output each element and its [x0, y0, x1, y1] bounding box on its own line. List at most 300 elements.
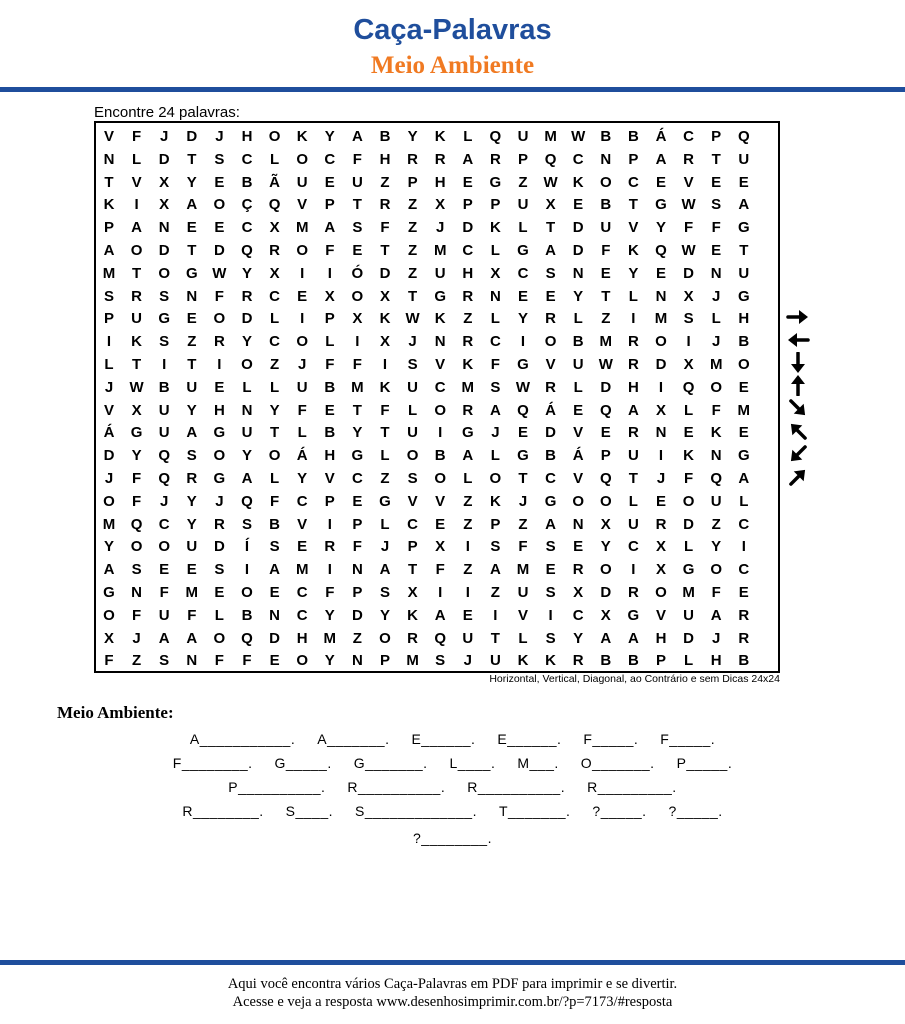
- grid-cell: J: [656, 470, 666, 487]
- grid-cell: B: [269, 515, 281, 533]
- grid-cell: E: [297, 287, 308, 305]
- grid-cell: U: [627, 447, 639, 465]
- grid-cell: Z: [132, 652, 142, 670]
- grid-cell: A: [186, 196, 198, 214]
- grid-cell: T: [518, 470, 528, 487]
- grid-cell: D: [158, 150, 170, 168]
- grid-cell: M: [323, 629, 337, 647]
- grid-cell: S: [407, 470, 418, 487]
- grid-cell: D: [545, 424, 557, 442]
- grid-cell: K: [131, 333, 143, 351]
- grid-cell: I: [520, 333, 526, 351]
- grid-cell: A: [186, 629, 198, 647]
- grid-cell: C: [517, 264, 529, 282]
- grid-cell: B: [241, 173, 253, 191]
- grid-cell: K: [683, 447, 695, 465]
- grid-cell: N: [710, 264, 722, 282]
- grid-cell: F: [352, 150, 362, 168]
- grid-cell: Z: [187, 333, 197, 351]
- grid-cell: E: [435, 515, 446, 533]
- grid-cell: U: [186, 538, 198, 556]
- grid-row: [96, 262, 778, 285]
- grid-cell: A: [738, 470, 750, 487]
- grid-cell: Z: [711, 515, 721, 533]
- grid-cell: X: [655, 401, 666, 419]
- grid-cell: L: [270, 378, 280, 396]
- page-subtitle: Meio Ambiente: [370, 52, 535, 79]
- grid-cell: Y: [241, 447, 252, 465]
- grid-cell: V: [517, 606, 528, 624]
- grid-cell: P: [379, 652, 390, 670]
- grid-cell: X: [655, 538, 666, 556]
- grid-cell: H: [379, 150, 391, 168]
- grid-cell: G: [434, 287, 447, 305]
- word-clue: R__________.: [347, 779, 446, 795]
- word-list-row: [0, 731, 905, 747]
- word-clue: G_____.: [274, 755, 332, 771]
- grid-cell: M: [461, 378, 475, 396]
- grid-cell: V: [131, 173, 142, 191]
- grid-cell: U: [462, 629, 474, 647]
- footer-divider: [0, 960, 905, 965]
- grid-cell: V: [573, 424, 584, 442]
- grid-cell: N: [572, 515, 584, 533]
- grid-cell: V: [297, 515, 308, 533]
- grid-row: [96, 193, 778, 216]
- grid-cell: M: [185, 584, 199, 601]
- grid-cell: A: [545, 515, 557, 533]
- grid-cell: G: [517, 447, 529, 465]
- grid-cell: A: [627, 401, 639, 419]
- grid-cell: Y: [352, 424, 363, 442]
- word-clue: ?_____.: [668, 803, 723, 819]
- grid-cell: C: [269, 333, 281, 351]
- grid-cell: O: [710, 561, 723, 579]
- grid-cell: C: [407, 515, 419, 533]
- grid-cell: I: [327, 264, 332, 282]
- grid-cell: R: [572, 652, 584, 670]
- arrow-right-icon: [785, 306, 811, 328]
- grid-cell: O: [268, 128, 281, 145]
- grid-cell: R: [462, 287, 474, 305]
- grid-cell: O: [158, 538, 171, 556]
- grid-cell: Q: [158, 470, 171, 487]
- word-clue: P_____.: [676, 755, 733, 771]
- grid-cell: M: [406, 652, 419, 670]
- grid-cell: J: [104, 470, 114, 487]
- grid-cell: E: [517, 287, 528, 305]
- grid-cell: O: [351, 287, 364, 305]
- grid-row: [96, 467, 778, 490]
- grid-cell: X: [435, 538, 446, 556]
- grid-cell: O: [710, 378, 723, 396]
- grid-cell: X: [269, 219, 280, 237]
- grid-cell: N: [186, 287, 198, 305]
- grid-cell: J: [491, 424, 500, 442]
- grid-cell: L: [628, 287, 638, 305]
- grid-cell: U: [572, 356, 584, 373]
- footer-line-2: Acesse e veja a resposta www.desenhosimprimir.com.br/?p=7173/#resposta: [232, 994, 673, 1010]
- grid-cell: W: [681, 196, 696, 214]
- grid-cell: C: [296, 492, 308, 510]
- grid-cell: E: [297, 538, 308, 556]
- grid-cell: S: [407, 356, 418, 373]
- grid-cell: A: [600, 629, 612, 647]
- grid-cell: X: [600, 606, 611, 624]
- grid-cell: L: [684, 538, 694, 556]
- grid-cell: O: [158, 264, 171, 282]
- grid-cell: C: [269, 287, 281, 305]
- word-clue: F_____.: [583, 731, 639, 747]
- grid-cell: R: [213, 515, 225, 533]
- grid-row: [96, 330, 778, 353]
- grid-cell: Y: [186, 492, 197, 510]
- grid-cell: T: [132, 356, 142, 373]
- grid-cell: O: [103, 606, 115, 624]
- word-clue: R________.: [182, 803, 264, 819]
- grid-cell: R: [462, 401, 474, 419]
- grid-row: [96, 285, 778, 308]
- grid-cell: D: [213, 242, 225, 259]
- grid-cell: C: [627, 538, 639, 556]
- grid-cell: D: [683, 629, 695, 647]
- grid-cell: S: [103, 287, 114, 305]
- grid-row: [96, 490, 778, 513]
- grid-cell: Z: [518, 515, 528, 533]
- grid-cell: N: [710, 447, 722, 465]
- grid-cell: D: [572, 242, 584, 259]
- grid-cell: O: [296, 150, 309, 168]
- grid-cell: M: [295, 561, 309, 579]
- grid-cell: T: [187, 242, 197, 259]
- grid-cell: L: [684, 652, 694, 670]
- word-clue: S_____________.: [355, 803, 477, 819]
- word-list-row: [0, 755, 905, 771]
- grid-cell: Ó: [351, 264, 364, 282]
- grid-cell: O: [406, 447, 419, 465]
- grid-cell: J: [712, 629, 721, 647]
- grid-cell: L: [463, 470, 473, 487]
- grid-cell: N: [655, 287, 667, 305]
- grid-cell: Í: [244, 538, 250, 556]
- word-clue: P__________.: [228, 779, 326, 795]
- grid-cell: D: [103, 447, 115, 465]
- grid-cell: Y: [186, 173, 197, 191]
- grid-cell: F: [711, 219, 721, 237]
- grid-cell: E: [573, 401, 584, 419]
- grid-cell: I: [686, 333, 691, 351]
- grid-cell: R: [241, 287, 253, 305]
- grid-cell: H: [241, 128, 253, 145]
- grid-cell: D: [655, 356, 667, 373]
- grid-cell: R: [489, 150, 501, 168]
- grid-cell: J: [298, 356, 307, 373]
- grid-cell: U: [407, 424, 419, 442]
- grid-cell: S: [269, 538, 280, 556]
- grid-cell: N: [103, 150, 115, 168]
- grid-cell: F: [297, 401, 307, 419]
- grid-cell: F: [187, 606, 197, 624]
- grid-cell: X: [352, 310, 363, 328]
- grid-cell: D: [241, 310, 253, 328]
- grid-cell: B: [545, 447, 557, 465]
- grid-cell: D: [600, 584, 612, 601]
- grid-cell: J: [160, 128, 169, 145]
- grid-cell: O: [655, 584, 667, 601]
- grid-cell: E: [600, 424, 611, 442]
- grid-cell: A: [738, 196, 750, 214]
- grid-cell: B: [627, 652, 639, 670]
- grid-cell: B: [241, 606, 253, 624]
- grid-cell: S: [545, 538, 556, 556]
- grid-cell: I: [327, 515, 332, 533]
- grid-cell: V: [573, 470, 584, 487]
- grid-cell: Q: [655, 242, 667, 259]
- grid-cell: U: [517, 584, 529, 601]
- grid-cell: N: [269, 606, 281, 624]
- grid-cell: P: [407, 173, 418, 191]
- grid-cell: Á: [655, 128, 667, 145]
- grid-cell: U: [296, 378, 308, 396]
- grid-cell: P: [103, 219, 114, 237]
- grid-cell: L: [628, 492, 638, 510]
- grid-cell: O: [489, 470, 502, 487]
- grid-cell: E: [186, 561, 197, 579]
- grid-cell: L: [242, 378, 252, 396]
- grid-cell: I: [244, 561, 250, 579]
- grid-cell: T: [352, 401, 362, 419]
- grid-cell: Y: [324, 652, 335, 670]
- grid-cell: J: [104, 378, 114, 396]
- grid-cell: K: [379, 378, 391, 396]
- grid-cell: I: [300, 310, 305, 328]
- grid-cell: B: [324, 378, 336, 396]
- grid-cell: W: [681, 242, 696, 259]
- grid-cell: M: [599, 333, 613, 351]
- grid-cell: L: [380, 447, 390, 465]
- grid-cell: T: [628, 196, 638, 214]
- grid-cell: O: [213, 310, 226, 328]
- grid-cell: W: [405, 310, 420, 328]
- grid-cell: C: [241, 219, 253, 237]
- grid-cell: S: [545, 584, 556, 601]
- grid-cell: G: [517, 356, 529, 373]
- grid-cell: X: [131, 401, 142, 419]
- grid-cell: O: [599, 561, 612, 579]
- grid-cell: Y: [241, 264, 252, 282]
- grid-cell: C: [683, 128, 695, 145]
- grid-cell: R: [545, 378, 557, 396]
- grid-cell: Q: [241, 242, 253, 259]
- grid-cell: O: [296, 652, 309, 670]
- grid-cell: Q: [489, 128, 502, 145]
- grid-row: [96, 216, 778, 239]
- grid-cell: E: [738, 584, 749, 601]
- grid-cell: N: [186, 652, 198, 670]
- grid-cell: I: [658, 378, 664, 396]
- grid-cell: O: [130, 538, 143, 556]
- grid-cell: F: [601, 242, 611, 259]
- grid-row: [96, 535, 778, 558]
- word-clue: F________.: [172, 755, 253, 771]
- grid-cell: A: [379, 561, 391, 579]
- grid-cell: F: [132, 492, 142, 510]
- grid-cell: U: [158, 401, 170, 419]
- grid-cell: F: [159, 584, 169, 601]
- grid-cell: F: [352, 356, 362, 373]
- grid-cell: J: [518, 492, 528, 510]
- word-clue: R__________.: [467, 779, 566, 795]
- grid-cell: T: [380, 424, 390, 442]
- grid-cell: D: [600, 378, 612, 396]
- grid-cell: A: [627, 629, 639, 647]
- grid-cell: E: [545, 561, 556, 579]
- grid-cell: O: [130, 242, 143, 259]
- grid-cell: K: [379, 310, 391, 328]
- grid-cell: Á: [103, 424, 115, 442]
- grid-cell: D: [572, 219, 584, 237]
- grid-cell: L: [380, 515, 390, 533]
- grid-cell: U: [683, 606, 695, 624]
- grid-cell: A: [131, 219, 143, 237]
- grid-cell: O: [241, 356, 253, 373]
- grid-cell: L: [270, 470, 280, 487]
- word-clue: L____.: [449, 755, 496, 771]
- grid-cell: P: [324, 310, 335, 328]
- grid-cell: O: [599, 173, 612, 191]
- grid-cell: B: [379, 128, 391, 145]
- grid-cell: O: [296, 333, 309, 351]
- grid-cell: L: [490, 447, 500, 465]
- word-clue: S____.: [285, 803, 334, 819]
- grid-cell: M: [709, 356, 723, 373]
- grid-cell: R: [627, 424, 639, 442]
- grid-cell: F: [352, 538, 362, 556]
- grid-cell: F: [380, 219, 390, 237]
- grid-cell: T: [408, 561, 418, 579]
- grid-cell: Q: [737, 128, 750, 145]
- grid-cell: U: [600, 219, 612, 237]
- grid-cell: F: [132, 128, 142, 145]
- grid-cell: A: [103, 242, 115, 259]
- grid-cell: U: [351, 173, 363, 191]
- grid-cell: G: [461, 424, 474, 442]
- grid-cell: X: [435, 196, 446, 214]
- grid-cell: O: [213, 447, 226, 465]
- grid-cell: M: [102, 264, 116, 282]
- grid-cell: E: [655, 173, 666, 191]
- grid-cell: E: [738, 424, 749, 442]
- grid-cell: Y: [324, 128, 335, 145]
- grid-cell: U: [407, 378, 419, 396]
- grid-cell: Y: [379, 606, 390, 624]
- grid-cell: J: [408, 333, 417, 351]
- grid-cell: Y: [269, 401, 280, 419]
- grid-cell: C: [324, 150, 336, 168]
- grid-cell: L: [270, 310, 280, 328]
- grid-cell: K: [627, 242, 639, 259]
- grid-cell: D: [683, 264, 695, 282]
- grid-cell: L: [684, 401, 694, 419]
- grid-cell: P: [352, 584, 363, 601]
- puzzle-instruction: Encontre 24 palavras:: [94, 104, 240, 121]
- grid-cell: P: [490, 196, 501, 214]
- grid-cell: O: [213, 629, 226, 647]
- word-clue: ?________.: [413, 830, 492, 846]
- grid-cell: L: [408, 401, 418, 419]
- grid-cell: O: [379, 629, 391, 647]
- grid-cell: Y: [407, 128, 418, 145]
- grid-cell: G: [737, 219, 750, 237]
- grid-cell: K: [489, 492, 501, 510]
- grid-cell: T: [628, 470, 638, 487]
- grid-cell: M: [682, 584, 695, 601]
- grid-cell: R: [738, 629, 750, 647]
- grid-cell: R: [379, 196, 391, 214]
- grid-cell: P: [600, 447, 611, 465]
- word-clue: A___________.: [189, 731, 296, 747]
- grid-cell: T: [490, 629, 500, 647]
- grid-cell: G: [489, 173, 502, 191]
- grid-cell: L: [104, 356, 114, 373]
- grid-cell: J: [712, 287, 721, 305]
- grid-cell: Z: [380, 173, 390, 191]
- grid-cell: F: [490, 356, 500, 373]
- grid-cell: E: [573, 196, 584, 214]
- word-list-title: Meio Ambiente:: [57, 703, 174, 722]
- grid-cell: T: [601, 287, 611, 305]
- grid-cell: X: [490, 264, 501, 282]
- word-search-grid: [94, 121, 780, 673]
- grid-cell: Á: [296, 447, 308, 465]
- grid-cell: V: [683, 173, 694, 191]
- grid-cell: U: [738, 150, 750, 168]
- grid-cell: Q: [130, 515, 143, 533]
- grid-cell: H: [213, 401, 225, 419]
- grid-cell: G: [130, 424, 143, 442]
- grid-cell: Z: [490, 584, 500, 601]
- grid-cell: D: [269, 629, 281, 647]
- grid-cell: O: [572, 492, 585, 510]
- grid-cell: M: [102, 515, 116, 533]
- grid-cell: T: [187, 150, 197, 168]
- grid-cell: Y: [573, 629, 584, 647]
- grid-cell: Q: [682, 378, 695, 396]
- grid-cell: K: [517, 652, 529, 670]
- grid-row: [96, 627, 778, 650]
- grid-cell: Z: [463, 492, 473, 510]
- grid-cell: E: [159, 561, 170, 579]
- grid-cell: H: [324, 447, 336, 465]
- grid-cell: D: [683, 515, 695, 533]
- grid-cell: V: [407, 492, 418, 510]
- grid-cell: P: [103, 310, 114, 328]
- grid-cell: Z: [601, 310, 611, 328]
- grid-cell: E: [269, 652, 280, 670]
- grid-cell: V: [655, 606, 666, 624]
- grid-cell: E: [352, 242, 363, 259]
- grid-cell: R: [407, 629, 419, 647]
- grid-cell: I: [465, 584, 470, 601]
- grid-cell: S: [490, 378, 501, 396]
- grid-cell: P: [352, 515, 363, 533]
- grid-cell: E: [324, 401, 335, 419]
- grid-cell: G: [185, 264, 198, 282]
- grid-cell: M: [351, 378, 364, 396]
- grid-cell: I: [741, 538, 746, 556]
- grid-cell: O: [434, 470, 447, 487]
- grid-cell: E: [352, 492, 363, 510]
